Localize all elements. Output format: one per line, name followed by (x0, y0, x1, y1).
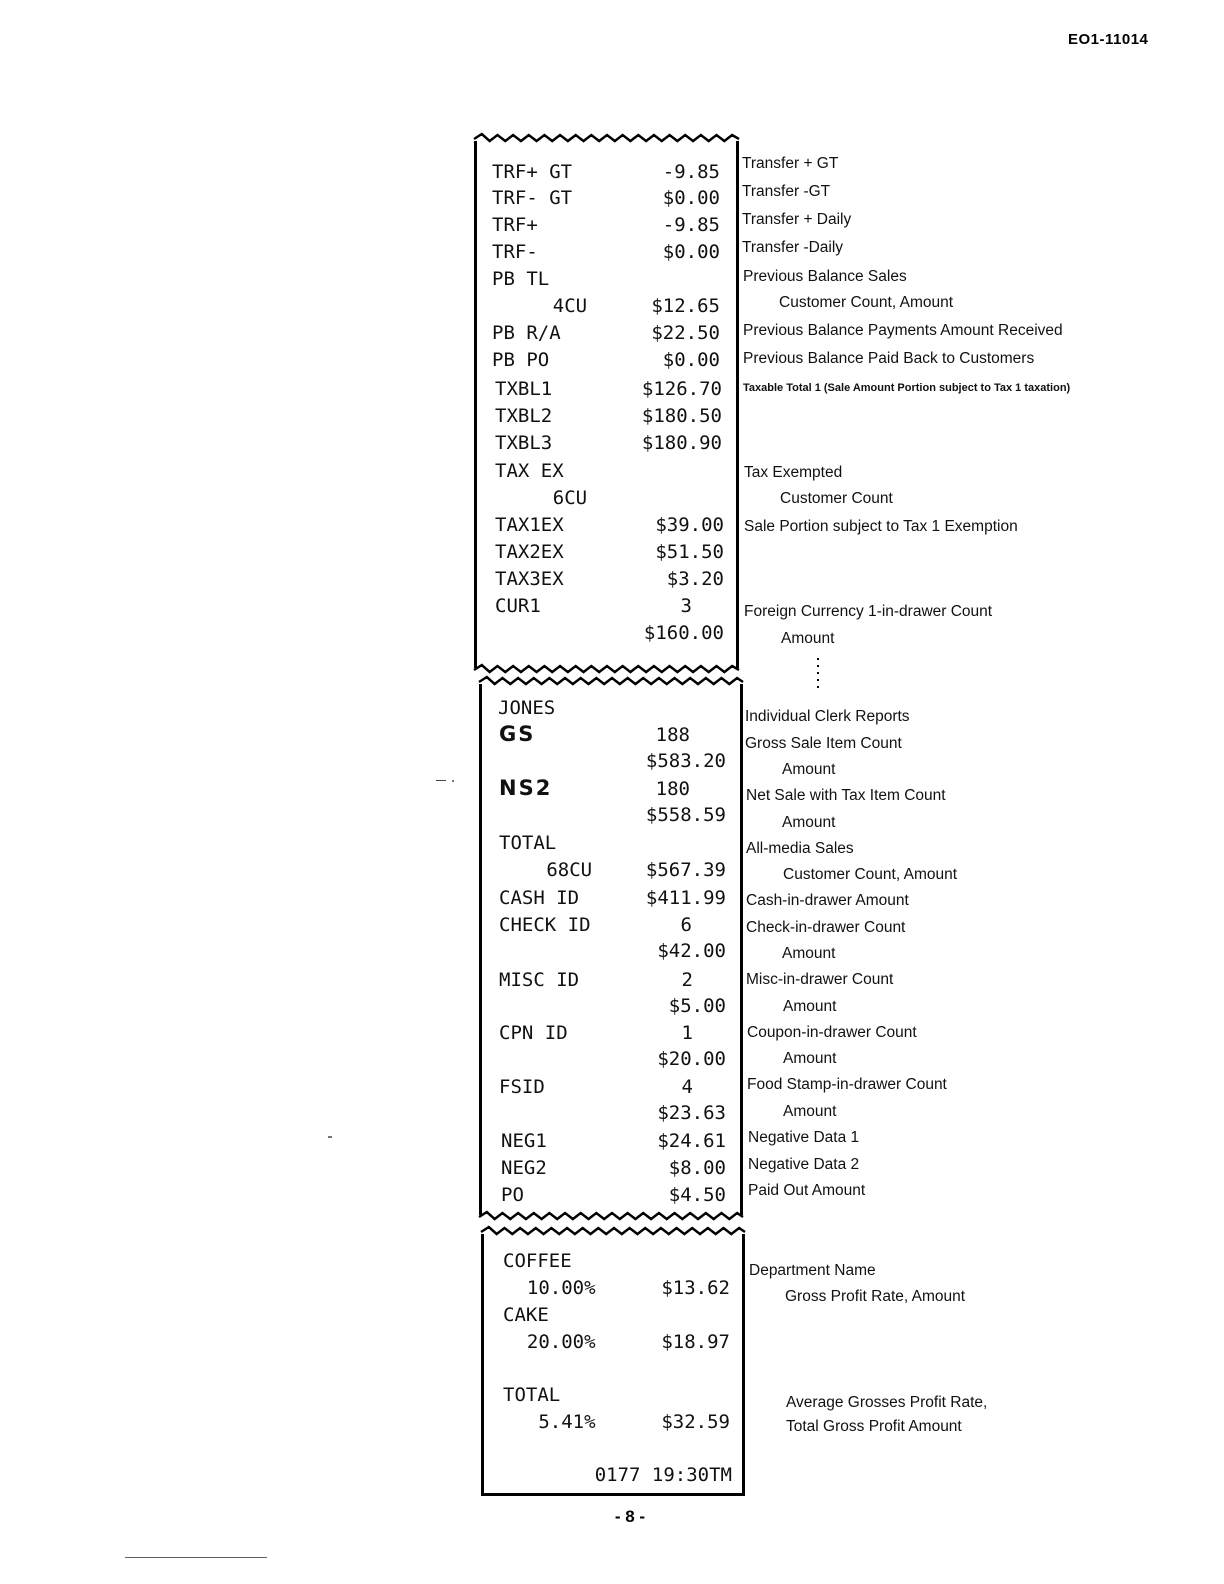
annotation-note: Previous Balance Sales (743, 268, 907, 285)
receipt-value: $39.00 (655, 514, 724, 536)
tear-edge-top (474, 132, 739, 146)
receipt-label: CHECK ID (499, 914, 591, 936)
receipt-label: TRF+ (492, 214, 538, 236)
receipt-value: $5.00 (668, 995, 726, 1017)
receipt-value: $180.90 (641, 432, 722, 454)
receipt-label: JONES (498, 697, 556, 719)
receipt-label: PO (501, 1184, 524, 1206)
receipt-value: $42.00 (657, 940, 726, 962)
receipt-value: $13.62 (661, 1277, 730, 1299)
receipt-label: PB TL (492, 268, 550, 290)
receipt-section-transfers (474, 141, 739, 668)
annotation-note: Cash-in-drawer Amount (746, 892, 909, 909)
receipt-value: $20.00 (657, 1048, 726, 1070)
continuation-dots (817, 658, 821, 693)
receipt-label: TAX3EX (495, 568, 564, 590)
receipt-value: -9.85 (662, 161, 720, 183)
receipt-value: $4.50 (668, 1184, 726, 1206)
annotation-note: Coupon-in-drawer Count (747, 1024, 917, 1041)
annotation-note: Taxable Total 1 (Sale Amount Portion subject to Tax 1 taxation) (743, 382, 1071, 394)
annotation-note: Previous Balance Paid Back to Customers (743, 350, 1035, 367)
receipt-value: $8.00 (668, 1157, 726, 1179)
receipt-label: TAX1EX (495, 514, 564, 536)
receipt-value: $3.20 (666, 568, 724, 590)
receipt-value: $567.39 (645, 859, 726, 881)
receipt-value: $558.59 (645, 804, 726, 826)
scan-speck (328, 1136, 332, 1138)
annotation-note: Transfer -GT (742, 183, 831, 200)
receipt-label: MISC ID (499, 969, 580, 991)
receipt-label: 10.00% (504, 1277, 596, 1299)
receipt-label: TRF- (492, 241, 538, 263)
receipt-label: TAX2EX (495, 541, 564, 563)
receipt-value: 180 (655, 778, 690, 800)
tear-edge-bottom (479, 1210, 743, 1224)
receipt-label: NEG2 (501, 1157, 547, 1179)
tear-edge-top (481, 1225, 745, 1239)
annotation-note: Transfer + GT (742, 155, 839, 172)
tear-edge-top (479, 675, 743, 689)
annotation-note: Tax Exempted (744, 464, 843, 481)
annotation-note: Gross Profit Rate, Amount (785, 1288, 966, 1305)
receipt-label: CAKE (503, 1304, 549, 1326)
page-number: - 8 - (614, 1507, 646, 1526)
receipt-value: $0.00 (662, 187, 720, 209)
receipt-value: $126.70 (641, 378, 722, 400)
receipt-footer-line: 0177 19:30TM (594, 1464, 732, 1486)
annotation-note: Check-in-drawer Count (746, 919, 906, 936)
receipt-value: $180.50 (641, 405, 722, 427)
receipt-value: $0.00 (662, 241, 720, 263)
receipt-value: $23.63 (657, 1102, 726, 1124)
document-code: EO1-11014 (1068, 31, 1149, 48)
receipt-value: $160.00 (643, 622, 724, 644)
receipt-label: CASH ID (499, 887, 580, 909)
annotation-note: Customer Count, Amount (783, 866, 958, 883)
receipt-value: 4 (681, 1076, 693, 1098)
annotation-note: Transfer + Daily (742, 211, 852, 228)
receipt-value: $12.65 (651, 295, 720, 317)
annotation-note: Customer Count, Amount (779, 294, 954, 311)
annotation-note: Paid Out Amount (748, 1182, 866, 1199)
receipt-label: FSID (499, 1076, 545, 1098)
receipt-value: $51.50 (655, 541, 724, 563)
annotation-note: Negative Data 2 (748, 1156, 860, 1173)
receipt-label: PB R/A (492, 322, 561, 344)
receipt-label: TXBL2 (495, 405, 553, 427)
receipt-label: TRF- GT (492, 187, 573, 209)
receipt-value: 188 (655, 724, 690, 746)
annotation-note: Customer Count (780, 490, 893, 507)
annotation-note: Amount (781, 630, 835, 647)
annotation-note: All-media Sales (746, 840, 854, 857)
annotation-note: Food Stamp-in-drawer Count (747, 1076, 947, 1093)
receipt-value: $18.97 (661, 1331, 730, 1353)
receipt-value: 2 (681, 969, 693, 991)
receipt-label: GS (499, 722, 536, 746)
annotation-note: Amount (782, 814, 836, 831)
annotation-note: Gross Sale Item Count (745, 735, 902, 752)
receipt-label: 6CU (507, 487, 588, 509)
receipt-label: NEG1 (501, 1130, 547, 1152)
receipt-value: -9.85 (662, 214, 720, 236)
footer-rule (125, 1557, 267, 1558)
receipt-value: 1 (681, 1022, 693, 1044)
annotation-note: Net Sale with Tax Item Count (746, 787, 946, 804)
annotation-note: Average Grosses Profit Rate, (786, 1394, 988, 1411)
receipt-value: $32.59 (661, 1411, 730, 1433)
receipt-label: TXBL1 (495, 378, 553, 400)
receipt-label: TAX EX (495, 460, 564, 482)
receipt-label: TXBL3 (495, 432, 553, 454)
receipt-label: TOTAL (503, 1384, 561, 1406)
annotation-note: Previous Balance Payments Amount Received (743, 322, 1063, 339)
receipt-value: 6 (680, 914, 692, 936)
receipt-section-departments (481, 1234, 745, 1496)
scan-speck (452, 780, 454, 782)
receipt-label: 5.41% (504, 1411, 596, 1433)
receipt-label: TOTAL (499, 832, 557, 854)
receipt-value: $411.99 (645, 887, 726, 909)
annotation-note: Foreign Currency 1-in-drawer Count (744, 603, 993, 620)
receipt-label: 4CU (507, 295, 588, 317)
annotation-note: Amount (782, 945, 836, 962)
receipt-value: $583.20 (645, 750, 726, 772)
receipt-label: TRF+ GT (492, 161, 573, 183)
receipt-value: $22.50 (651, 322, 720, 344)
receipt-label: CUR1 (495, 595, 541, 617)
receipt-label: COFFEE (503, 1250, 572, 1272)
receipt-label: NS2 (499, 776, 553, 800)
annotation-note: Transfer -Daily (742, 239, 844, 256)
annotation-note: Individual Clerk Reports (745, 708, 910, 725)
receipt-value: 3 (680, 595, 692, 617)
receipt-label: 68CU (512, 859, 593, 881)
annotation-note: Amount (783, 1050, 837, 1067)
receipt-section-clerk (479, 684, 743, 1215)
scan-speck (436, 780, 446, 781)
annotation-note: Amount (783, 1103, 837, 1120)
receipt-label: 20.00% (504, 1331, 596, 1353)
annotation-note: Department Name (749, 1262, 876, 1279)
annotation-note: Total Gross Profit Amount (786, 1418, 962, 1435)
annotation-note: Misc-in-drawer Count (746, 971, 894, 988)
receipt-label: CPN ID (499, 1022, 568, 1044)
receipt-value: $24.61 (657, 1130, 726, 1152)
annotation-note: Amount (782, 761, 836, 778)
receipt-label: PB PO (492, 349, 550, 371)
annotation-note: Negative Data 1 (748, 1129, 860, 1146)
receipt-value: $0.00 (662, 349, 720, 371)
annotation-note: Sale Portion subject to Tax 1 Exemption (744, 518, 1018, 535)
annotation-note: Amount (783, 998, 837, 1015)
